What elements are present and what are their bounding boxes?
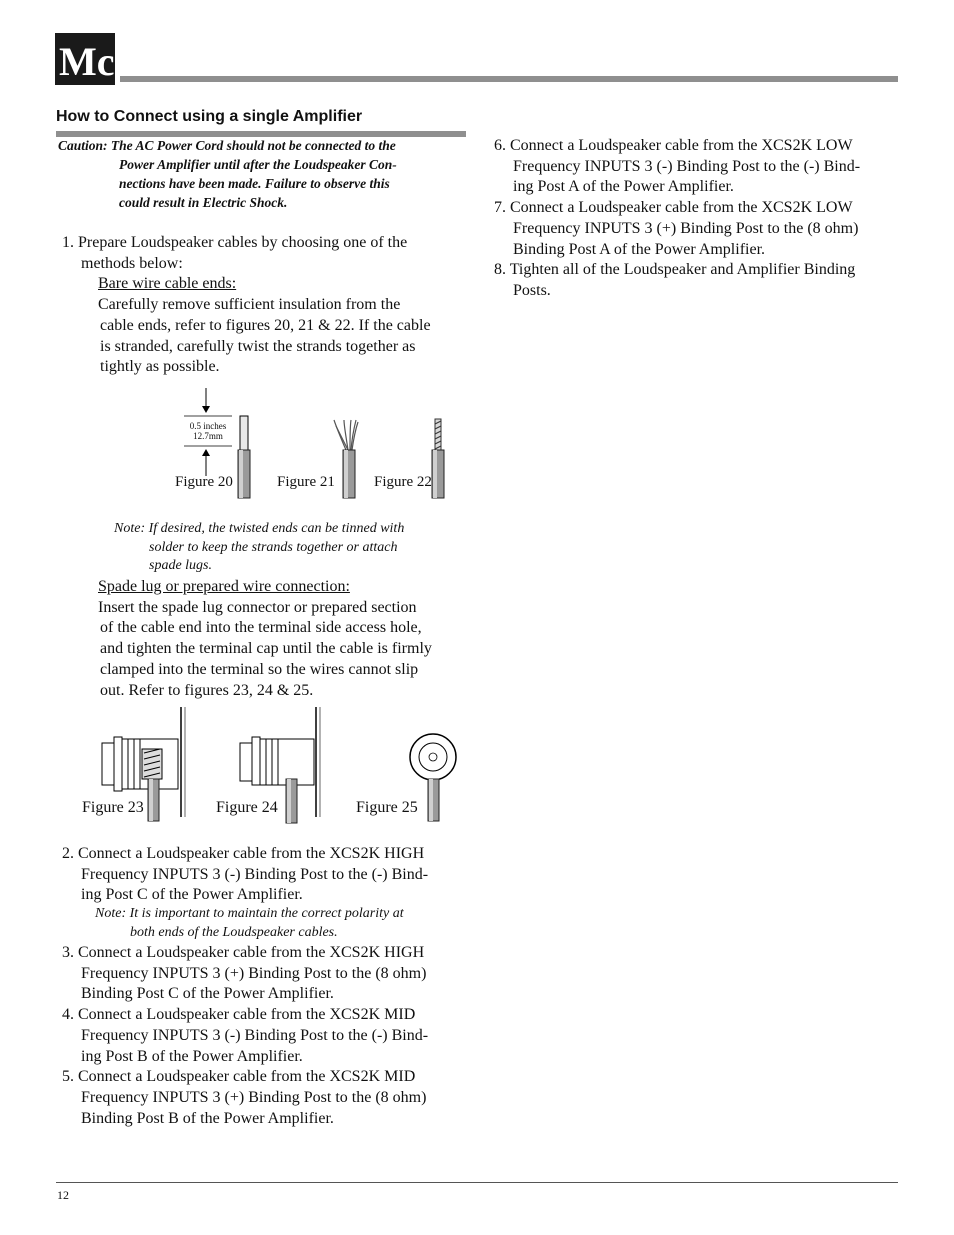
spade-line: of the cable end into the terminal side access hole, xyxy=(100,619,422,637)
figure-22-caption: Figure 22 xyxy=(374,474,432,490)
caution-line: nections have been made. Failure to observe this xyxy=(119,176,390,191)
figure-24-caption: Figure 24 xyxy=(216,799,278,816)
note-line: spade lugs. xyxy=(149,558,212,573)
step-2 xyxy=(62,844,428,906)
mcintosh-logo xyxy=(55,33,115,85)
step-4-line: ing Post B of the Power Amplifier. xyxy=(81,1047,303,1065)
bare-wire-line: Carefully remove sufficient insulation from the xyxy=(98,296,401,314)
steps-3-5 xyxy=(62,943,428,1129)
spade-line: and tighten the terminal cap until the cable is firmly xyxy=(100,640,432,658)
footer-rule xyxy=(56,1182,898,1183)
step-1 xyxy=(62,233,431,378)
header-rule xyxy=(120,76,898,82)
bare-wire-line: is stranded, carefully twist the strands together as xyxy=(100,337,416,355)
step-8-line: Posts. xyxy=(513,281,551,299)
bare-wire-line: tightly as possible. xyxy=(100,358,220,376)
figure-25-caption: Figure 25 xyxy=(356,799,418,816)
note-line: Note: If desired, the twisted ends can be tinned with xyxy=(114,521,405,536)
page-number: 12 xyxy=(57,1188,69,1202)
caution-line: Power Amplifier until after the Loudspeaker Con- xyxy=(119,157,397,172)
step-line: 1. Prepare Loudspeaker cables by choosing one of the xyxy=(62,234,408,251)
steps-6-8 xyxy=(494,136,860,302)
logo-mark-icon xyxy=(55,33,115,85)
caution-text xyxy=(58,136,468,212)
step-line: ing Post C of the Power Amplifier. xyxy=(81,886,303,904)
logo-text: Mc xyxy=(59,39,115,84)
bare-wire-heading: Bare wire cable ends: xyxy=(98,275,237,293)
spade-line: clamped into the terminal so the wires cannot slip xyxy=(100,660,419,678)
step-4-line: Frequency INPUTS 3 (-) Binding Post to the (-) Bind- xyxy=(81,1026,429,1044)
spade-lug-heading: Spade lug or prepared wire connection: xyxy=(98,578,350,595)
caution-line: could result in Electric Shock. xyxy=(119,195,288,210)
spade-line: out. Refer to figures 23, 24 & 25. xyxy=(100,681,314,699)
step-3-line: Frequency INPUTS 3 (+) Binding Post to the (8 ohm) xyxy=(81,964,427,982)
step-5-line: Binding Post B of the Power Amplifier. xyxy=(81,1109,334,1127)
note-line: solder to keep the strands together or attach xyxy=(149,539,398,555)
figures-23-25 xyxy=(78,705,458,827)
step-line: methods below: xyxy=(81,254,183,272)
step-6-line: ing Post A of the Power Amplifier. xyxy=(513,178,734,196)
dimension-mm: 12.7mm xyxy=(193,431,223,441)
step-7-line: Binding Post A of the Power Amplifier. xyxy=(513,240,766,258)
figure-21-caption: Figure 21 xyxy=(277,474,335,490)
step-3-line: Binding Post C of the Power Amplifier. xyxy=(81,985,334,1003)
step-7-line: Frequency INPUTS 3 (+) Binding Post to the (8 ohm) xyxy=(513,219,859,237)
spade-lug-section xyxy=(98,577,432,701)
note-polarity xyxy=(95,905,404,942)
note-line: both ends of the Loudspeaker cables. xyxy=(130,924,338,940)
bare-wire-line: cable ends, refer to figures 20, 21 & 22. If the cable xyxy=(100,316,431,334)
step-6-line: Frequency INPUTS 3 (-) Binding Post to the (-) Bind- xyxy=(513,157,861,175)
caution-line: Caution: The AC Power Cord should not be connected to the xyxy=(58,138,396,153)
step-8-line: 8. Tighten all of the Loudspeaker and Amplifier Binding xyxy=(494,261,856,279)
dimension-inches: 0.5 inches xyxy=(189,421,227,431)
spade-line: Insert the spade lug connector or prepared section xyxy=(98,598,417,616)
figures-20-22 xyxy=(170,386,460,501)
step-6-line: 6. Connect a Loudspeaker cable from the XCS2K LOW xyxy=(494,137,853,154)
step-line: 2. Connect a Loudspeaker cable from the XCS2K HIGH xyxy=(62,845,425,862)
figure-23-caption: Figure 23 xyxy=(82,799,144,816)
note-line: Note: It is important to maintain the correct polarity at xyxy=(95,906,404,921)
step-3-line: 3. Connect a Loudspeaker cable from the XCS2K HIGH xyxy=(62,944,425,961)
figure-20-caption: Figure 20 xyxy=(175,474,233,490)
step-line: Frequency INPUTS 3 (-) Binding Post to the (-) Bind- xyxy=(81,865,429,883)
dimension-label xyxy=(183,421,233,441)
step-7-line: 7. Connect a Loudspeaker cable from the XCS2K LOW xyxy=(494,199,853,217)
note-tinning xyxy=(114,520,404,576)
section-heading: How to Connect using a single Amplifier xyxy=(56,108,363,125)
step-4-line: 4. Connect a Loudspeaker cable from the XCS2K MID xyxy=(62,1006,416,1024)
step-5-line: Frequency INPUTS 3 (+) Binding Post to the (8 ohm) xyxy=(81,1088,427,1106)
step-5-line: 5. Connect a Loudspeaker cable from the XCS2K MID xyxy=(62,1068,416,1086)
